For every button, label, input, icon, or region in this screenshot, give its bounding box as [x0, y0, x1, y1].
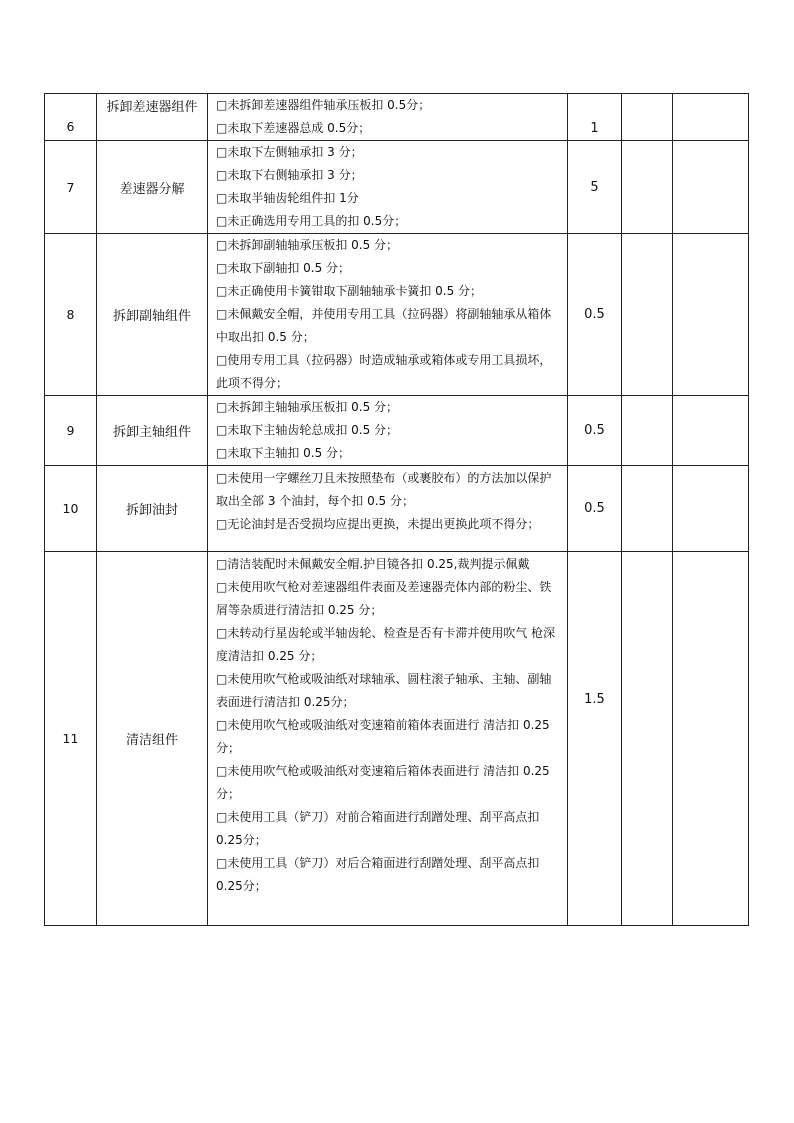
criteria-line: □未取下主轴扣 0.5 分；	[216, 446, 351, 460]
criteria-cell	[208, 466, 568, 552]
item-score: 0.5	[568, 234, 622, 396]
criteria-line: □未取下左侧轴承扣 3 分；	[216, 145, 363, 159]
criteria-line: □未拆卸差速器组件轴承压板扣 0.5分；	[216, 98, 431, 112]
criteria-line: □未取下主轴齿轮总成扣 0.5 分；	[216, 423, 399, 437]
scoring-table	[44, 93, 749, 926]
criteria-line: □无论油封是否受损均应提出更换，未提出更换此项不得分；	[216, 516, 540, 531]
item-name: 拆卸副轴组件	[97, 234, 208, 396]
item-name: 拆卸差速器组件	[97, 94, 208, 141]
table-row	[45, 234, 749, 396]
table-row	[45, 396, 749, 466]
empty-cell	[673, 552, 749, 926]
criteria-line: □未佩戴安全帽，并使用专用工具（拉码器）将副轴轴承从箱体中取出扣 0.5 分；	[216, 307, 552, 344]
item-number: 8	[45, 234, 97, 396]
criteria-line: □清洁装配时未佩戴安全帽.护目镜各扣 0.25,裁判提示佩戴	[216, 557, 530, 571]
criteria-line: □未取下右侧轴承扣 3 分；	[216, 168, 363, 182]
empty-cell	[622, 94, 673, 141]
table-row	[45, 466, 749, 552]
item-number: 6	[45, 94, 97, 141]
criteria-line: □未正确选用专用工具的扣 0.5分；	[216, 214, 407, 228]
criteria-cell	[208, 552, 568, 926]
criteria-line: □未使用一字螺丝刀且未按照垫布（或裹胶布）的方法加以保护取出全部 3 个油封，每个扣 0.5 分；	[216, 470, 552, 508]
item-number: 10	[45, 466, 97, 552]
empty-cell	[673, 396, 749, 466]
empty-cell	[622, 396, 673, 466]
criteria-line: □未取下差速器总成 0.5分；	[216, 121, 371, 135]
criteria-cell	[208, 141, 568, 234]
empty-cell	[622, 141, 673, 234]
item-score: 0.5	[568, 396, 622, 466]
empty-cell	[622, 234, 673, 396]
empty-cell	[622, 466, 673, 552]
item-name: 拆卸主轴组件	[97, 396, 208, 466]
criteria-line: □未取半轴齿轮组件扣 1分	[216, 191, 359, 205]
criteria-line: □未正确使用卡簧钳取下副轴轴承卡簧扣 0.5 分；	[216, 284, 483, 298]
item-score: 1	[568, 94, 622, 141]
empty-cell	[673, 466, 749, 552]
criteria-line: □未拆卸副轴轴承压板扣 0.5 分；	[216, 238, 399, 252]
item-name: 拆卸油封	[97, 466, 208, 552]
empty-cell	[673, 94, 749, 141]
criteria-line: □未拆卸主轴轴承压板扣 0.5 分；	[216, 400, 399, 414]
criteria-line: □使用专用工具（拉码器）时造成轴承或箱体或专用工具损坏，此项不得分；	[216, 353, 552, 390]
criteria-line: □未转动行星齿轮或半轴齿轮、检查是否有卡滞并使用吹气 枪深度清洁扣 0.25 分；	[216, 626, 556, 663]
criteria-cell	[208, 234, 568, 396]
criteria-cell	[208, 396, 568, 466]
empty-cell	[673, 141, 749, 234]
table-row	[45, 552, 749, 926]
criteria-line: □未使用吹气枪对差速器组件表面及差速器壳体内部的粉尘、铁屑等杂质进行清洁扣 0.25 分；	[216, 580, 552, 617]
criteria-line: □未取下副轴扣 0.5 分；	[216, 261, 351, 275]
table-row	[45, 94, 749, 141]
item-score: 0.5	[568, 466, 622, 552]
criteria-line: □未使用工具（铲刀）对后合箱面进行刮蹭处理、刮平高点扣 0.25分；	[216, 856, 540, 893]
criteria-line: □未使用工具（铲刀）对前合箱面进行刮蹭处理、刮平高点扣 0.25分；	[216, 810, 540, 847]
criteria-cell	[208, 94, 568, 141]
criteria-line: □未使用吹气枪或吸油纸对变速箱前箱体表面进行 清洁扣 0.25分；	[216, 718, 550, 755]
item-name: 清洁组件	[97, 552, 208, 926]
item-number: 7	[45, 141, 97, 234]
item-number: 11	[45, 552, 97, 926]
criteria-line: □未使用吹气枪或吸油纸对变速箱后箱体表面进行 清洁扣 0.25分；	[216, 764, 550, 801]
empty-cell	[622, 552, 673, 926]
item-score: 1.5	[568, 552, 622, 926]
item-number: 9	[45, 396, 97, 466]
item-score: 5	[568, 141, 622, 234]
table-row	[45, 141, 749, 234]
item-name: 差速器分解	[97, 141, 208, 234]
criteria-line: □未使用吹气枪或吸油纸对球轴承、圆柱滚子轴承、主轴、副轴表面进行清洁扣 0.25分；	[216, 672, 552, 709]
empty-cell	[673, 234, 749, 396]
